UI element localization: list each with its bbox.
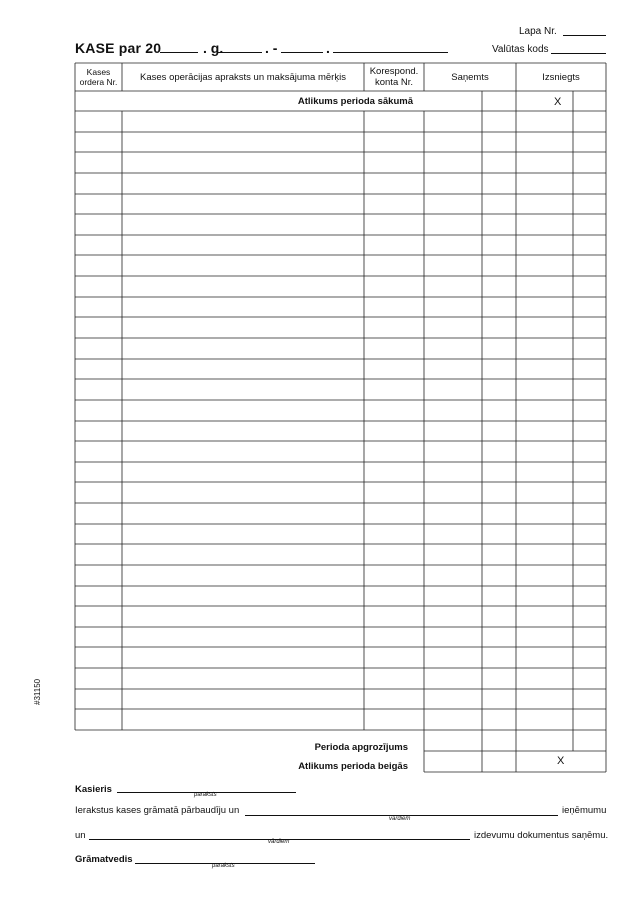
- form-title: KASE par 20: [75, 40, 162, 56]
- title-date-separator: . -: [265, 40, 278, 56]
- opening-balance-x-mark: X: [554, 96, 562, 108]
- title-dot: .: [326, 40, 330, 56]
- income-text: ieņēmumu: [562, 805, 607, 816]
- closing-balance-label: Atlikums perioda beigās: [298, 761, 408, 772]
- column-header-description: Kases operācijas apraksts un maksājuma mērķis: [140, 71, 346, 83]
- expense-docs-text: izdevumu dokumentus saņēmu.: [474, 830, 609, 841]
- opening-balance-label: Atlikums perioda sākumā: [297, 96, 413, 107]
- accountant-signature-caption: paraksts: [212, 863, 235, 869]
- column-header-issued: Izsniegts: [542, 71, 580, 83]
- cashier-label: Kasieris: [75, 784, 112, 795]
- form-code: #31150: [33, 678, 42, 705]
- and-text: un: [75, 830, 86, 841]
- expense-words-caption: vārdiem: [268, 839, 290, 845]
- accountant-label: Grāmatvedis: [75, 854, 133, 865]
- column-header-received: Saņemts: [451, 71, 489, 83]
- title-year-suffix: . g.: [203, 40, 224, 56]
- column-header-order-number: Kases ordera Nr.: [79, 67, 118, 87]
- income-words-caption: vārdiem: [389, 816, 411, 822]
- currency-code-label: Valūtas kods: [492, 44, 549, 55]
- verification-text: Ierakstus kases grāmatā pārbaudīju un: [75, 805, 240, 816]
- page-number-label: Lapa Nr.: [519, 26, 557, 37]
- column-header-account-number: Korespond. konta Nr.: [369, 66, 419, 88]
- period-turnover-label: Perioda apgrozījums: [314, 742, 408, 753]
- closing-balance-x-mark: X: [557, 755, 565, 767]
- cashier-signature-caption: paraksts: [194, 792, 217, 798]
